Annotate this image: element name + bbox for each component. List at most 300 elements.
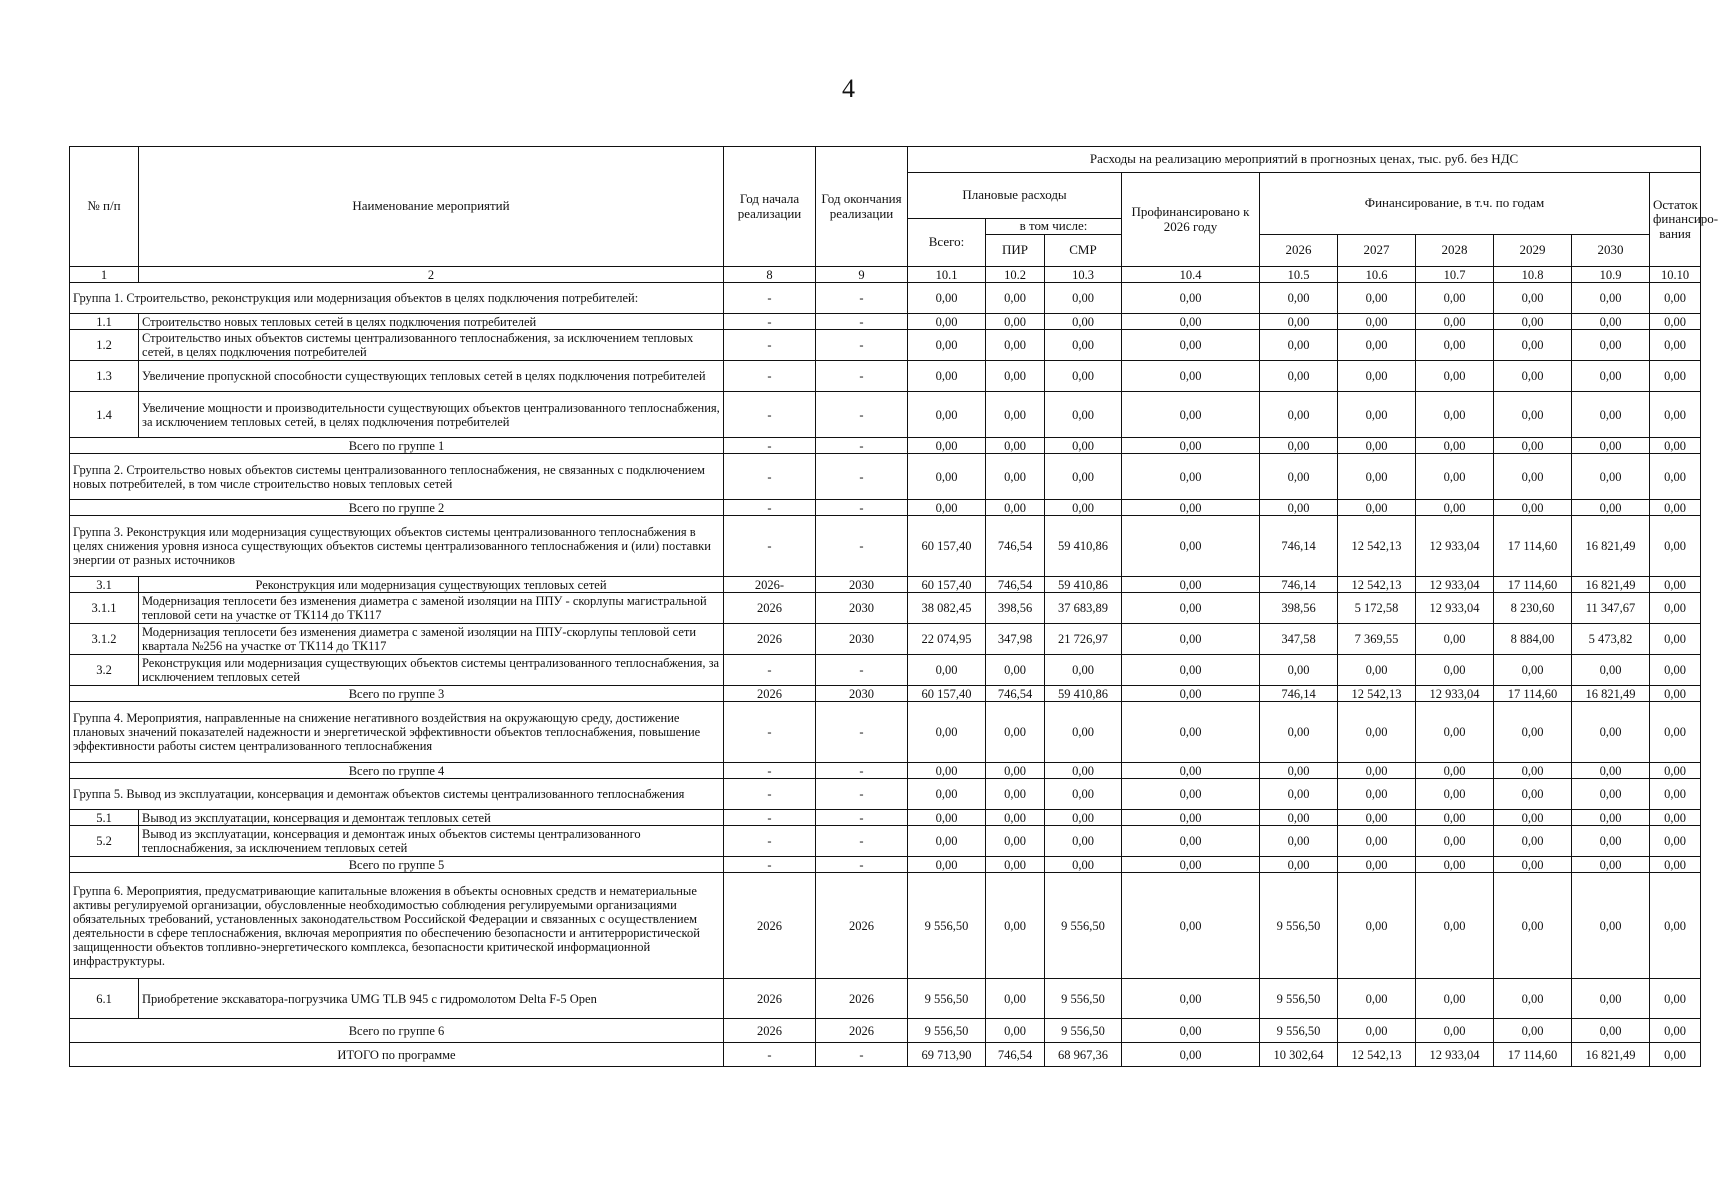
value-cell: 0,00	[908, 702, 986, 763]
value-cell: 0,00	[1416, 283, 1494, 314]
value-cell: -	[816, 330, 908, 361]
value-cell: 0,00	[986, 330, 1045, 361]
value-cell: 0,00	[1494, 779, 1572, 810]
header-year-2029: 2029	[1494, 235, 1572, 267]
value-cell: 0,00	[1416, 655, 1494, 686]
header-year-2027: 2027	[1338, 235, 1416, 267]
header-end-year: Год окончания реализации	[816, 147, 908, 267]
item-number: 1.4	[70, 392, 139, 438]
value-cell: 0,00	[986, 392, 1045, 438]
value-cell: 0,00	[1572, 392, 1650, 438]
total-label: Всего по группе 6	[70, 1019, 724, 1043]
value-cell: 0,00	[986, 979, 1045, 1019]
item-name: Реконструкция или модернизация существующих тепловых сетей	[139, 577, 724, 593]
item-name: Реконструкция или модернизация существующих объектов системы централизованного теплоснабжения, за исключением тепловых сетей	[139, 655, 724, 686]
value-cell: 12 542,13	[1338, 686, 1416, 702]
value-cell: 0,00	[1338, 655, 1416, 686]
value-cell: 0,00	[1416, 1019, 1494, 1043]
value-cell: 0,00	[1122, 826, 1260, 857]
value-cell: 0,00	[1045, 454, 1122, 500]
header-year-2030: 2030	[1572, 235, 1650, 267]
value-cell: 0,00	[1494, 857, 1572, 873]
item-name: Увеличение мощности и производительности существующих объектов централизованного теплоснабжения, за исключением тепловых сетей, в целях подключения потребителей	[139, 392, 724, 438]
value-cell: 0,00	[1260, 655, 1338, 686]
value-cell: 0,00	[1045, 810, 1122, 826]
column-number-cell: 10.5	[1260, 267, 1338, 283]
value-cell: 17 114,60	[1494, 1043, 1572, 1067]
value-cell: 0,00	[986, 1019, 1045, 1043]
value-cell: 0,00	[1650, 577, 1701, 593]
value-cell: 2026	[724, 1019, 816, 1043]
value-cell: 0,00	[1494, 1019, 1572, 1043]
value-cell: 2026	[816, 873, 908, 979]
group-title: Группа 2. Строительство новых объектов системы централизованного теплоснабжения, не связанных с подключением новых потребителей, в том числе строительство новых тепловых сетей	[70, 454, 724, 500]
value-cell: 0,00	[1494, 330, 1572, 361]
total-label: Всего по группе 3	[70, 686, 724, 702]
item-number: 5.2	[70, 826, 139, 857]
value-cell: 0,00	[1122, 361, 1260, 392]
value-cell: 60 157,40	[908, 686, 986, 702]
value-cell: 746,54	[986, 516, 1045, 577]
value-cell: 0,00	[1650, 1043, 1701, 1067]
value-cell: 0,00	[1122, 438, 1260, 454]
value-cell: 9 556,50	[1260, 1019, 1338, 1043]
value-cell: 0,00	[1494, 500, 1572, 516]
item-number: 6.1	[70, 979, 139, 1019]
header-year-2026: 2026	[1260, 235, 1338, 267]
value-cell: 0,00	[986, 810, 1045, 826]
value-cell: 746,14	[1260, 686, 1338, 702]
value-cell: 0,00	[1650, 1019, 1701, 1043]
item-name: Вывод из эксплуатации, консервация и демонтаж иных объектов системы централизованного теплоснабжения, за исключением тепловых сетей	[139, 826, 724, 857]
value-cell: 0,00	[1260, 500, 1338, 516]
value-cell: 0,00	[1122, 979, 1260, 1019]
value-cell: -	[724, 779, 816, 810]
item-row	[70, 577, 1701, 593]
value-cell: 0,00	[1416, 857, 1494, 873]
value-cell: 59 410,86	[1045, 686, 1122, 702]
value-cell: 0,00	[1650, 283, 1701, 314]
item-number: 1.3	[70, 361, 139, 392]
group-title: Группа 5. Вывод из эксплуатации, консервация и демонтаж объектов системы централизованного теплоснабжения	[70, 779, 724, 810]
value-cell: 9 556,50	[1045, 873, 1122, 979]
value-cell: 0,00	[986, 454, 1045, 500]
value-cell: -	[816, 763, 908, 779]
value-cell: 0,00	[986, 779, 1045, 810]
value-cell: 0,00	[1494, 763, 1572, 779]
value-cell: -	[816, 438, 908, 454]
value-cell: 0,00	[1338, 438, 1416, 454]
value-cell: 16 821,49	[1572, 577, 1650, 593]
value-cell: 0,00	[1572, 873, 1650, 979]
value-cell: 0,00	[1045, 702, 1122, 763]
item-number: 3.1	[70, 577, 139, 593]
value-cell: 12 933,04	[1416, 1043, 1494, 1067]
value-cell: 0,00	[1650, 686, 1701, 702]
value-cell: 9 556,50	[1045, 979, 1122, 1019]
value-cell: 0,00	[1572, 1019, 1650, 1043]
value-cell: 0,00	[1338, 283, 1416, 314]
value-cell: 21 726,97	[1045, 624, 1122, 655]
value-cell: 12 542,13	[1338, 516, 1416, 577]
value-cell: 0,00	[1338, 857, 1416, 873]
value-cell: -	[816, 361, 908, 392]
value-cell: 0,00	[1338, 779, 1416, 810]
value-cell: 0,00	[1122, 454, 1260, 500]
table-header	[70, 147, 1718, 283]
value-cell: 0,00	[986, 283, 1045, 314]
value-cell: 0,00	[1338, 330, 1416, 361]
column-number-cell: 10.9	[1572, 267, 1650, 283]
value-cell: 60 157,40	[908, 516, 986, 577]
value-cell: 0,00	[1045, 779, 1122, 810]
group-row	[70, 702, 1701, 763]
value-cell: 0,00	[1045, 330, 1122, 361]
total-label: ИТОГО по программе	[70, 1043, 724, 1067]
item-name: Модернизация теплосети без изменения диаметра с заменой изоляции на ППУ - скорлупы магистральной тепловой сети на участке от ТК114 до ТК117	[139, 593, 724, 624]
value-cell: 0,00	[1494, 438, 1572, 454]
value-cell: -	[816, 314, 908, 330]
value-cell: -	[724, 857, 816, 873]
value-cell: 0,00	[1260, 702, 1338, 763]
group-row	[70, 283, 1701, 314]
value-cell: 347,98	[986, 624, 1045, 655]
column-number-cell: 2	[139, 267, 724, 283]
value-cell: 0,00	[908, 330, 986, 361]
value-cell: 0,00	[1572, 438, 1650, 454]
value-cell: 0,00	[1338, 826, 1416, 857]
value-cell: 0,00	[1045, 826, 1122, 857]
value-cell: 0,00	[1494, 283, 1572, 314]
value-cell: 0,00	[1122, 500, 1260, 516]
value-cell: 0,00	[908, 392, 986, 438]
group-row	[70, 516, 1701, 577]
total-label: Всего по группе 2	[70, 500, 724, 516]
value-cell: 16 821,49	[1572, 516, 1650, 577]
item-row	[70, 392, 1701, 438]
value-cell: 0,00	[1260, 454, 1338, 500]
value-cell: 0,00	[1416, 873, 1494, 979]
value-cell: 0,00	[908, 779, 986, 810]
header-remainder: Остаток финансиро-вания	[1650, 173, 1701, 267]
total-row	[70, 1043, 1701, 1067]
value-cell: 0,00	[1416, 763, 1494, 779]
value-cell: 0,00	[986, 655, 1045, 686]
header-smr: СМР	[1045, 235, 1122, 267]
value-cell: -	[724, 283, 816, 314]
header-year-2028: 2028	[1416, 235, 1494, 267]
value-cell: -	[816, 516, 908, 577]
value-cell: -	[724, 330, 816, 361]
item-row	[70, 314, 1701, 330]
value-cell: 0,00	[1338, 702, 1416, 763]
value-cell: 746,14	[1260, 577, 1338, 593]
value-cell: -	[816, 779, 908, 810]
value-cell: 8 884,00	[1494, 624, 1572, 655]
value-cell: 0,00	[1650, 438, 1701, 454]
value-cell: 0,00	[1338, 361, 1416, 392]
column-number-cell: 10.10	[1650, 267, 1701, 283]
value-cell: -	[724, 500, 816, 516]
value-cell: 0,00	[908, 857, 986, 873]
value-cell: 0,00	[1650, 314, 1701, 330]
total-label: Всего по группе 4	[70, 763, 724, 779]
value-cell: 0,00	[1416, 361, 1494, 392]
value-cell: 0,00	[1260, 361, 1338, 392]
value-cell: -	[724, 454, 816, 500]
value-cell: 0,00	[1572, 779, 1650, 810]
item-name: Модернизация теплосети без изменения диаметра с заменой изоляции на ППУ-скорлупы тепловой сети квартала №256 на участке от ТК114 до ТК117	[139, 624, 724, 655]
value-cell: 0,00	[1572, 454, 1650, 500]
value-cell: 0,00	[1572, 763, 1650, 779]
group-title: Группа 4. Мероприятия, направленные на снижение негативного воздействия на окружающую среду, достижение плановых значений показателей надежности и энергетической эффективности объектов теплоснабжения, повышение эффективности работы систем централизованного теплоснабжения	[70, 702, 724, 763]
value-cell: 0,00	[1122, 593, 1260, 624]
header-pir: ПИР	[986, 235, 1045, 267]
total-row	[70, 500, 1701, 516]
value-cell: 0,00	[1260, 314, 1338, 330]
value-cell: 9 556,50	[908, 979, 986, 1019]
item-number: 1.1	[70, 314, 139, 330]
value-cell: 0,00	[1338, 314, 1416, 330]
value-cell: 0,00	[1338, 500, 1416, 516]
value-cell: 0,00	[986, 763, 1045, 779]
value-cell: 0,00	[1122, 686, 1260, 702]
column-number-cell: 10.1	[908, 267, 986, 283]
value-cell: 0,00	[1122, 810, 1260, 826]
value-cell: 0,00	[1416, 779, 1494, 810]
value-cell: -	[816, 1043, 908, 1067]
value-cell: -	[724, 810, 816, 826]
value-cell: 0,00	[1045, 857, 1122, 873]
group-title: Группа 3. Реконструкция или модернизация существующих объектов системы централизованного теплоснабжения в целях снижения уровня износа существующих объектов системы централизованного теплоснабжения и (или) поставки энергии от разных источников	[70, 516, 724, 577]
value-cell: 0,00	[1572, 826, 1650, 857]
value-cell: 9 556,50	[908, 1019, 986, 1043]
value-cell: 0,00	[986, 314, 1045, 330]
item-row	[70, 361, 1701, 392]
value-cell: 0,00	[1416, 314, 1494, 330]
value-cell: 0,00	[1494, 810, 1572, 826]
item-row	[70, 826, 1701, 857]
value-cell: 347,58	[1260, 624, 1338, 655]
value-cell: 0,00	[1416, 438, 1494, 454]
value-cell: -	[724, 314, 816, 330]
value-cell: 0,00	[1045, 500, 1122, 516]
value-cell: 0,00	[1260, 779, 1338, 810]
value-cell: -	[724, 392, 816, 438]
value-cell: 0,00	[908, 438, 986, 454]
value-cell: -	[724, 438, 816, 454]
value-cell: 0,00	[1572, 361, 1650, 392]
value-cell: 0,00	[1650, 593, 1701, 624]
value-cell: 0,00	[1045, 314, 1122, 330]
value-cell: 2026	[724, 624, 816, 655]
value-cell: 0,00	[1045, 655, 1122, 686]
value-cell: -	[816, 500, 908, 516]
value-cell: 746,14	[1260, 516, 1338, 577]
value-cell: -	[816, 826, 908, 857]
value-cell: 0,00	[1122, 779, 1260, 810]
value-cell: 398,56	[986, 593, 1045, 624]
value-cell: 2026-	[724, 577, 816, 593]
value-cell: 0,00	[1494, 979, 1572, 1019]
value-cell: 17 114,60	[1494, 577, 1572, 593]
value-cell: 0,00	[1572, 314, 1650, 330]
value-cell: -	[724, 361, 816, 392]
value-cell: 0,00	[986, 826, 1045, 857]
header-planned: Плановые расходы	[908, 173, 1122, 219]
value-cell: 0,00	[1572, 979, 1650, 1019]
value-cell: 0,00	[1650, 857, 1701, 873]
column-number-cell: 10.8	[1494, 267, 1572, 283]
item-row	[70, 624, 1701, 655]
header-start-year: Год начала реализации	[724, 147, 816, 267]
item-name: Строительство новых тепловых сетей в целях подключения потребителей	[139, 314, 724, 330]
item-row	[70, 593, 1701, 624]
value-cell: 0,00	[908, 283, 986, 314]
value-cell: 0,00	[1338, 979, 1416, 1019]
total-row	[70, 686, 1701, 702]
value-cell: 0,00	[908, 763, 986, 779]
value-cell: 16 821,49	[1572, 1043, 1650, 1067]
group-row	[70, 873, 1701, 979]
value-cell: 0,00	[1122, 702, 1260, 763]
value-cell: 0,00	[1122, 516, 1260, 577]
header-including: в том числе:	[986, 219, 1122, 235]
group-title: Группа 1. Строительство, реконструкция или модернизация объектов в целях подключения потребителей:	[70, 283, 724, 314]
value-cell: 0,00	[1416, 392, 1494, 438]
column-numbers-row	[70, 267, 1701, 283]
value-cell: 7 369,55	[1338, 624, 1416, 655]
value-cell: 0,00	[986, 857, 1045, 873]
value-cell: 0,00	[1494, 454, 1572, 500]
value-cell: 0,00	[986, 873, 1045, 979]
value-cell: 2030	[816, 686, 908, 702]
value-cell: 0,00	[1650, 702, 1701, 763]
header-expenses: Расходы на реализацию мероприятий в прогнозных ценах, тыс. руб. без НДС	[908, 147, 1701, 173]
value-cell: -	[724, 655, 816, 686]
value-cell: -	[724, 763, 816, 779]
value-cell: 0,00	[1650, 826, 1701, 857]
value-cell: 12 933,04	[1416, 686, 1494, 702]
value-cell: 0,00	[1416, 500, 1494, 516]
value-cell: 0,00	[1338, 763, 1416, 779]
value-cell: -	[816, 857, 908, 873]
value-cell: 0,00	[1338, 1019, 1416, 1043]
value-cell: 11 347,67	[1572, 593, 1650, 624]
value-cell: 0,00	[1650, 624, 1701, 655]
group-row	[70, 779, 1701, 810]
value-cell: 0,00	[1650, 500, 1701, 516]
value-cell: 0,00	[1494, 826, 1572, 857]
item-name: Увеличение пропускной способности существующих тепловых сетей в целях подключения потребителей	[139, 361, 724, 392]
value-cell: 0,00	[1416, 624, 1494, 655]
value-cell: 0,00	[908, 810, 986, 826]
column-number-cell: 10.2	[986, 267, 1045, 283]
item-name: Вывод из эксплуатации, консервация и демонтаж тепловых сетей	[139, 810, 724, 826]
value-cell: 0,00	[1416, 702, 1494, 763]
value-cell: 12 933,04	[1416, 577, 1494, 593]
value-cell: 10 302,64	[1260, 1043, 1338, 1067]
header-financed: Профинансировано к 2026 году	[1122, 173, 1260, 267]
value-cell: 0,00	[1572, 655, 1650, 686]
value-cell: 0,00	[1122, 314, 1260, 330]
value-cell: 0,00	[1260, 330, 1338, 361]
value-cell: 2030	[816, 577, 908, 593]
value-cell: 37 683,89	[1045, 593, 1122, 624]
value-cell: 5 172,58	[1338, 593, 1416, 624]
item-number: 3.2	[70, 655, 139, 686]
value-cell: 0,00	[1572, 330, 1650, 361]
value-cell: 0,00	[1572, 857, 1650, 873]
value-cell: 0,00	[1494, 655, 1572, 686]
item-number: 5.1	[70, 810, 139, 826]
column-number-cell: 10.4	[1122, 267, 1260, 283]
value-cell: 0,00	[1045, 438, 1122, 454]
value-cell: 9 556,50	[1260, 873, 1338, 979]
value-cell: 2026	[724, 686, 816, 702]
value-cell: -	[724, 1043, 816, 1067]
value-cell: 59 410,86	[1045, 516, 1122, 577]
value-cell: 0,00	[1122, 1043, 1260, 1067]
value-cell: 0,00	[1416, 979, 1494, 1019]
value-cell: -	[724, 702, 816, 763]
value-cell: 8 230,60	[1494, 593, 1572, 624]
value-cell: 0,00	[1650, 516, 1701, 577]
total-row	[70, 857, 1701, 873]
value-cell: 0,00	[908, 655, 986, 686]
value-cell: 0,00	[1122, 857, 1260, 873]
column-number-cell: 10.3	[1045, 267, 1122, 283]
value-cell: 0,00	[1650, 810, 1701, 826]
value-cell: 0,00	[1122, 392, 1260, 438]
value-cell: 0,00	[1494, 702, 1572, 763]
value-cell: 746,54	[986, 1043, 1045, 1067]
value-cell: 17 114,60	[1494, 516, 1572, 577]
value-cell: 12 933,04	[1416, 516, 1494, 577]
value-cell: 0,00	[1260, 438, 1338, 454]
value-cell: 0,00	[1572, 810, 1650, 826]
value-cell: 2026	[816, 979, 908, 1019]
value-cell: 12 542,13	[1338, 577, 1416, 593]
value-cell: 2030	[816, 593, 908, 624]
value-cell: 2030	[816, 624, 908, 655]
item-row	[70, 330, 1701, 361]
value-cell: 0,00	[908, 454, 986, 500]
value-cell: 0,00	[986, 361, 1045, 392]
value-cell: 0,00	[1650, 873, 1701, 979]
value-cell: 0,00	[1494, 314, 1572, 330]
value-cell: 0,00	[1045, 392, 1122, 438]
column-number-cell: 9	[816, 267, 908, 283]
value-cell: 0,00	[1650, 979, 1701, 1019]
value-cell: 0,00	[1650, 361, 1701, 392]
item-row	[70, 979, 1701, 1019]
value-cell: 0,00	[1045, 361, 1122, 392]
header-name: Наименование мероприятий	[139, 147, 724, 267]
value-cell: 0,00	[1494, 361, 1572, 392]
value-cell: 0,00	[908, 314, 986, 330]
item-number: 3.1.1	[70, 593, 139, 624]
header-no: № п/п	[70, 147, 139, 267]
value-cell: -	[816, 655, 908, 686]
header-financing-years: Финансирование, в т.ч. по годам	[1260, 173, 1650, 235]
value-cell: 9 556,50	[1260, 979, 1338, 1019]
value-cell: 0,00	[1122, 577, 1260, 593]
value-cell: 0,00	[1045, 283, 1122, 314]
value-cell: 0,00	[1122, 655, 1260, 686]
value-cell: 0,00	[1122, 283, 1260, 314]
value-cell: 0,00	[1122, 763, 1260, 779]
